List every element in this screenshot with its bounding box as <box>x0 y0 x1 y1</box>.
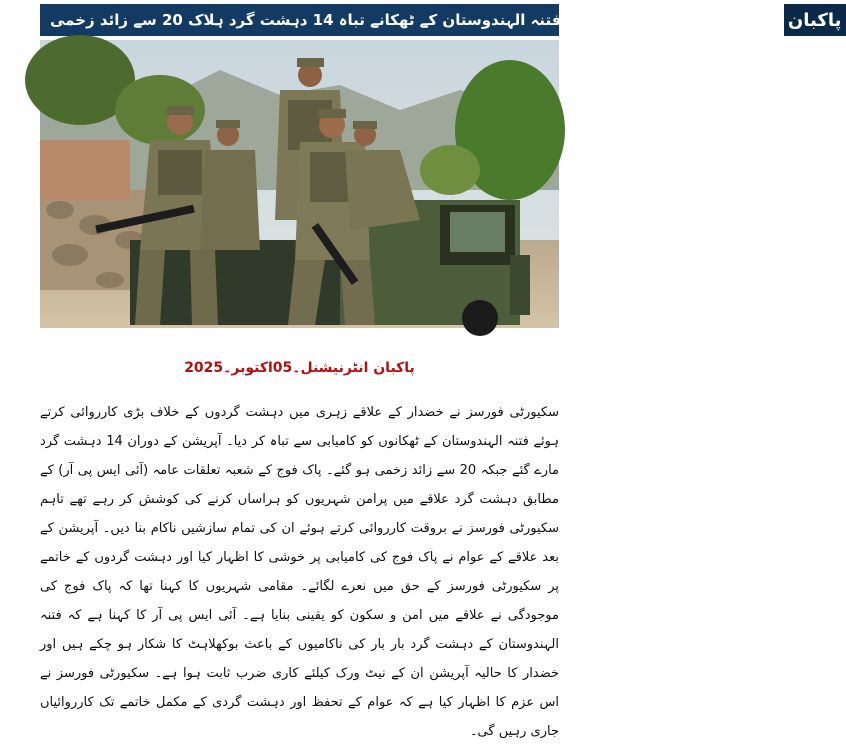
header-banner <box>40 4 842 36</box>
article-dateline: پاکبان انٹرنیشنل۔05اکتوبر۔2025 <box>184 360 415 376</box>
news-photo <box>40 40 559 328</box>
article-body: سکیورٹی فورسز نے خضدار کے علاقے زہری میں دہشت گردوں کے خلاف بڑی کارروائی کرتے ہوئے فتنہ الہندوستان کے ٹھکانوں کو کامیابی سے تباہ کر دیا۔ آپریشن کے دوران 14 دہشت گرد مارے گئے جبکہ 20 سے زائد زخمی ہو گئے۔ پاک فوج کے شعبہ تعلقات عامہ (آئی ایس پی آر) کے مطابق دہشت گرد علاقے میں پرامن شہریوں کو ہراساں کرنے کی کوشش کر رہے تھے تاہم سکیورٹی فورسز نے بروقت کارروائی کرتے ہوئے ان کی تمام سازشیں ناکام بنا دیں۔ آپریشن کے بعد علاقے کے عوام نے پاک فوج کی کامیابی پر خوشی کا اظہار کیا اور دہشت گردوں کے خاتمے پر سکیورٹی فورسز کے حق میں نعرے لگائے۔ مقامی شہریوں کا کہنا تھا کہ پاک فوج کی موجودگی نے علاقے میں امن و سکون کو یقینی بنایا ہے۔ آئی ایس پی آر کا کہنا ہے کہ فتنہ الہندوستان کے دہشت گرد بار بار کی ناکامیوں کے باعث بوکھلاہٹ کا شکار ہو چکے ہیں اور خضدار کا حالیہ آپریشن ان کے نیٹ ورک کیلئے کاری ضرب ثابت ہوا ہے۔ سکیورٹی فورسز نے اس عزم کا اظہار کیا ہے کہ عوام کے تحفظ اور دہشت گردی کے مکمل خاتمے تک کارروائیاں جاری رہیں گی۔ <box>40 405 560 739</box>
headline: سکیورٹی فورسز کا آپریشن فتنہ الہندوستان کے ٹھکانے تباہ 14 دہشت گرد ہلاک 20 سے زائد زخمی <box>50 11 772 29</box>
brand-logo[interactable]: پاکبان <box>782 4 846 36</box>
